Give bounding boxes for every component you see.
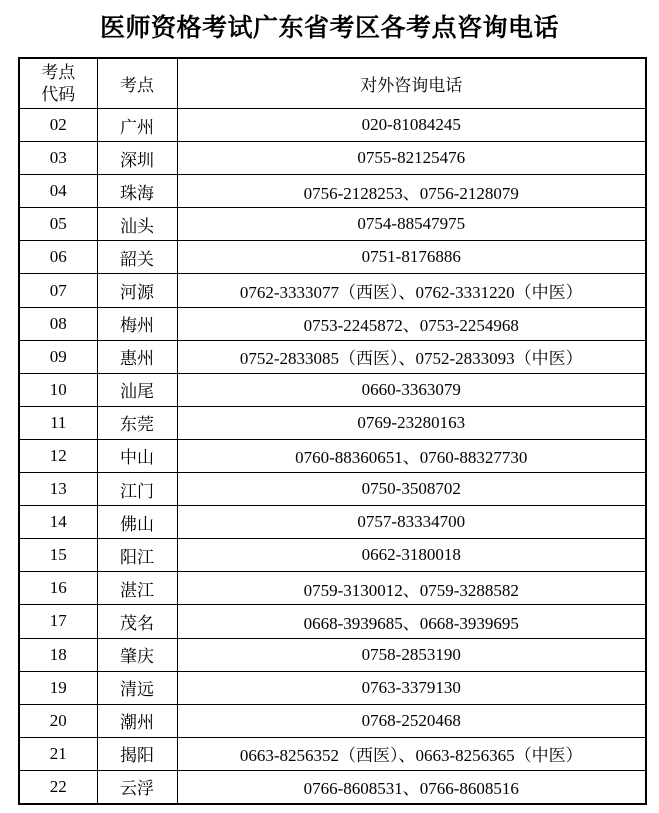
phone-cell: 0753-2245872、0753-2254968: [177, 307, 646, 340]
header-row: [19, 58, 646, 109]
table-row: [19, 572, 646, 605]
code-cell: 12: [19, 439, 97, 472]
table-row: [19, 737, 646, 770]
phone-cell: 0768-2520468: [177, 704, 646, 737]
site-cell: 肇庆: [97, 638, 177, 671]
code-cell: 08: [19, 307, 97, 340]
code-cell: 05: [19, 208, 97, 241]
site-cell: 东莞: [97, 406, 177, 439]
table-row: [19, 770, 646, 804]
code-cell: 15: [19, 539, 97, 572]
code-cell: 22: [19, 770, 97, 804]
site-cell: 阳江: [97, 539, 177, 572]
site-cell: 佛山: [97, 506, 177, 539]
table-row: [19, 142, 646, 175]
phone-cell: 0759-3130012、0759-3288582: [177, 572, 646, 605]
table-row: [19, 473, 646, 506]
code-cell: 03: [19, 142, 97, 175]
code-cell: 09: [19, 340, 97, 373]
table-row: [19, 539, 646, 572]
code-cell: 04: [19, 175, 97, 208]
phone-cell: 0668-3939685、0668-3939695: [177, 605, 646, 638]
phone-cell: 0755-82125476: [177, 142, 646, 175]
contact-phone-table: [18, 57, 647, 805]
header-phone: 对外咨询电话: [177, 58, 646, 109]
site-cell: 韶关: [97, 241, 177, 274]
code-cell: 14: [19, 506, 97, 539]
header-code: [19, 58, 97, 109]
site-cell: 揭阳: [97, 737, 177, 770]
page-title: 医师资格考试广东省考区各考点咨询电话: [99, 15, 559, 42]
code-cell: 10: [19, 373, 97, 406]
table-row: [19, 373, 646, 406]
table-row: [19, 406, 646, 439]
table-row: [19, 605, 646, 638]
site-cell: 汕头: [97, 208, 177, 241]
site-cell: 梅州: [97, 307, 177, 340]
phone-cell: 0769-23280163: [177, 406, 646, 439]
header-code-line1: 考点: [41, 62, 76, 82]
code-cell: 18: [19, 638, 97, 671]
table-row: [19, 109, 646, 142]
site-cell: 惠州: [97, 340, 177, 373]
table-row: [19, 274, 646, 307]
phone-cell: 0754-88547975: [177, 208, 646, 241]
code-cell: 17: [19, 605, 97, 638]
code-cell: 11: [19, 406, 97, 439]
site-cell: 中山: [97, 439, 177, 472]
table-row: [19, 241, 646, 274]
site-cell: 河源: [97, 274, 177, 307]
header-code-line2: 代码: [41, 84, 76, 104]
table-row: [19, 506, 646, 539]
phone-cell: 0758-2853190: [177, 638, 646, 671]
code-cell: 07: [19, 274, 97, 307]
site-cell: 广州: [97, 109, 177, 142]
table-row: [19, 704, 646, 737]
code-cell: 21: [19, 737, 97, 770]
site-cell: 潮州: [97, 704, 177, 737]
phone-cell: 0663-8256352（西医）、0663-8256365（中医）: [177, 737, 646, 770]
table-row: [19, 671, 646, 704]
table-row: [19, 307, 646, 340]
code-cell: 16: [19, 572, 97, 605]
code-cell: 20: [19, 704, 97, 737]
phone-cell: 0662-3180018: [177, 539, 646, 572]
site-cell: 清远: [97, 671, 177, 704]
phone-cell: 020-81084245: [177, 109, 646, 142]
site-cell: 深圳: [97, 142, 177, 175]
phone-cell: 0760-88360651、0760-88327730: [177, 439, 646, 472]
site-cell: 湛江: [97, 572, 177, 605]
table-body: [19, 109, 646, 804]
table-row: [19, 208, 646, 241]
site-cell: 汕尾: [97, 373, 177, 406]
site-cell: 云浮: [97, 770, 177, 804]
phone-cell: 0660-3363079: [177, 373, 646, 406]
phone-cell: 0766-8608531、0766-8608516: [177, 770, 646, 804]
phone-cell: 0752-2833085（西医）、0752-2833093（中医）: [177, 340, 646, 373]
code-cell: 02: [19, 109, 97, 142]
site-cell: 茂名: [97, 605, 177, 638]
table-row: [19, 175, 646, 208]
site-cell: 江门: [97, 473, 177, 506]
phone-cell: 0762-3333077（西医）、0762-3331220（中医）: [177, 274, 646, 307]
phone-cell: 0750-3508702: [177, 473, 646, 506]
table-row: [19, 638, 646, 671]
table-row: [19, 340, 646, 373]
site-cell: 珠海: [97, 175, 177, 208]
table-header: [19, 58, 646, 109]
phone-cell: 0757-83334700: [177, 506, 646, 539]
phone-cell: 0763-3379130: [177, 671, 646, 704]
phone-cell: 0751-8176886: [177, 241, 646, 274]
code-cell: 19: [19, 671, 97, 704]
code-cell: 13: [19, 473, 97, 506]
header-site: 考点: [97, 58, 177, 109]
code-cell: 06: [19, 241, 97, 274]
phone-cell: 0756-2128253、0756-2128079: [177, 175, 646, 208]
table-row: [19, 439, 646, 472]
